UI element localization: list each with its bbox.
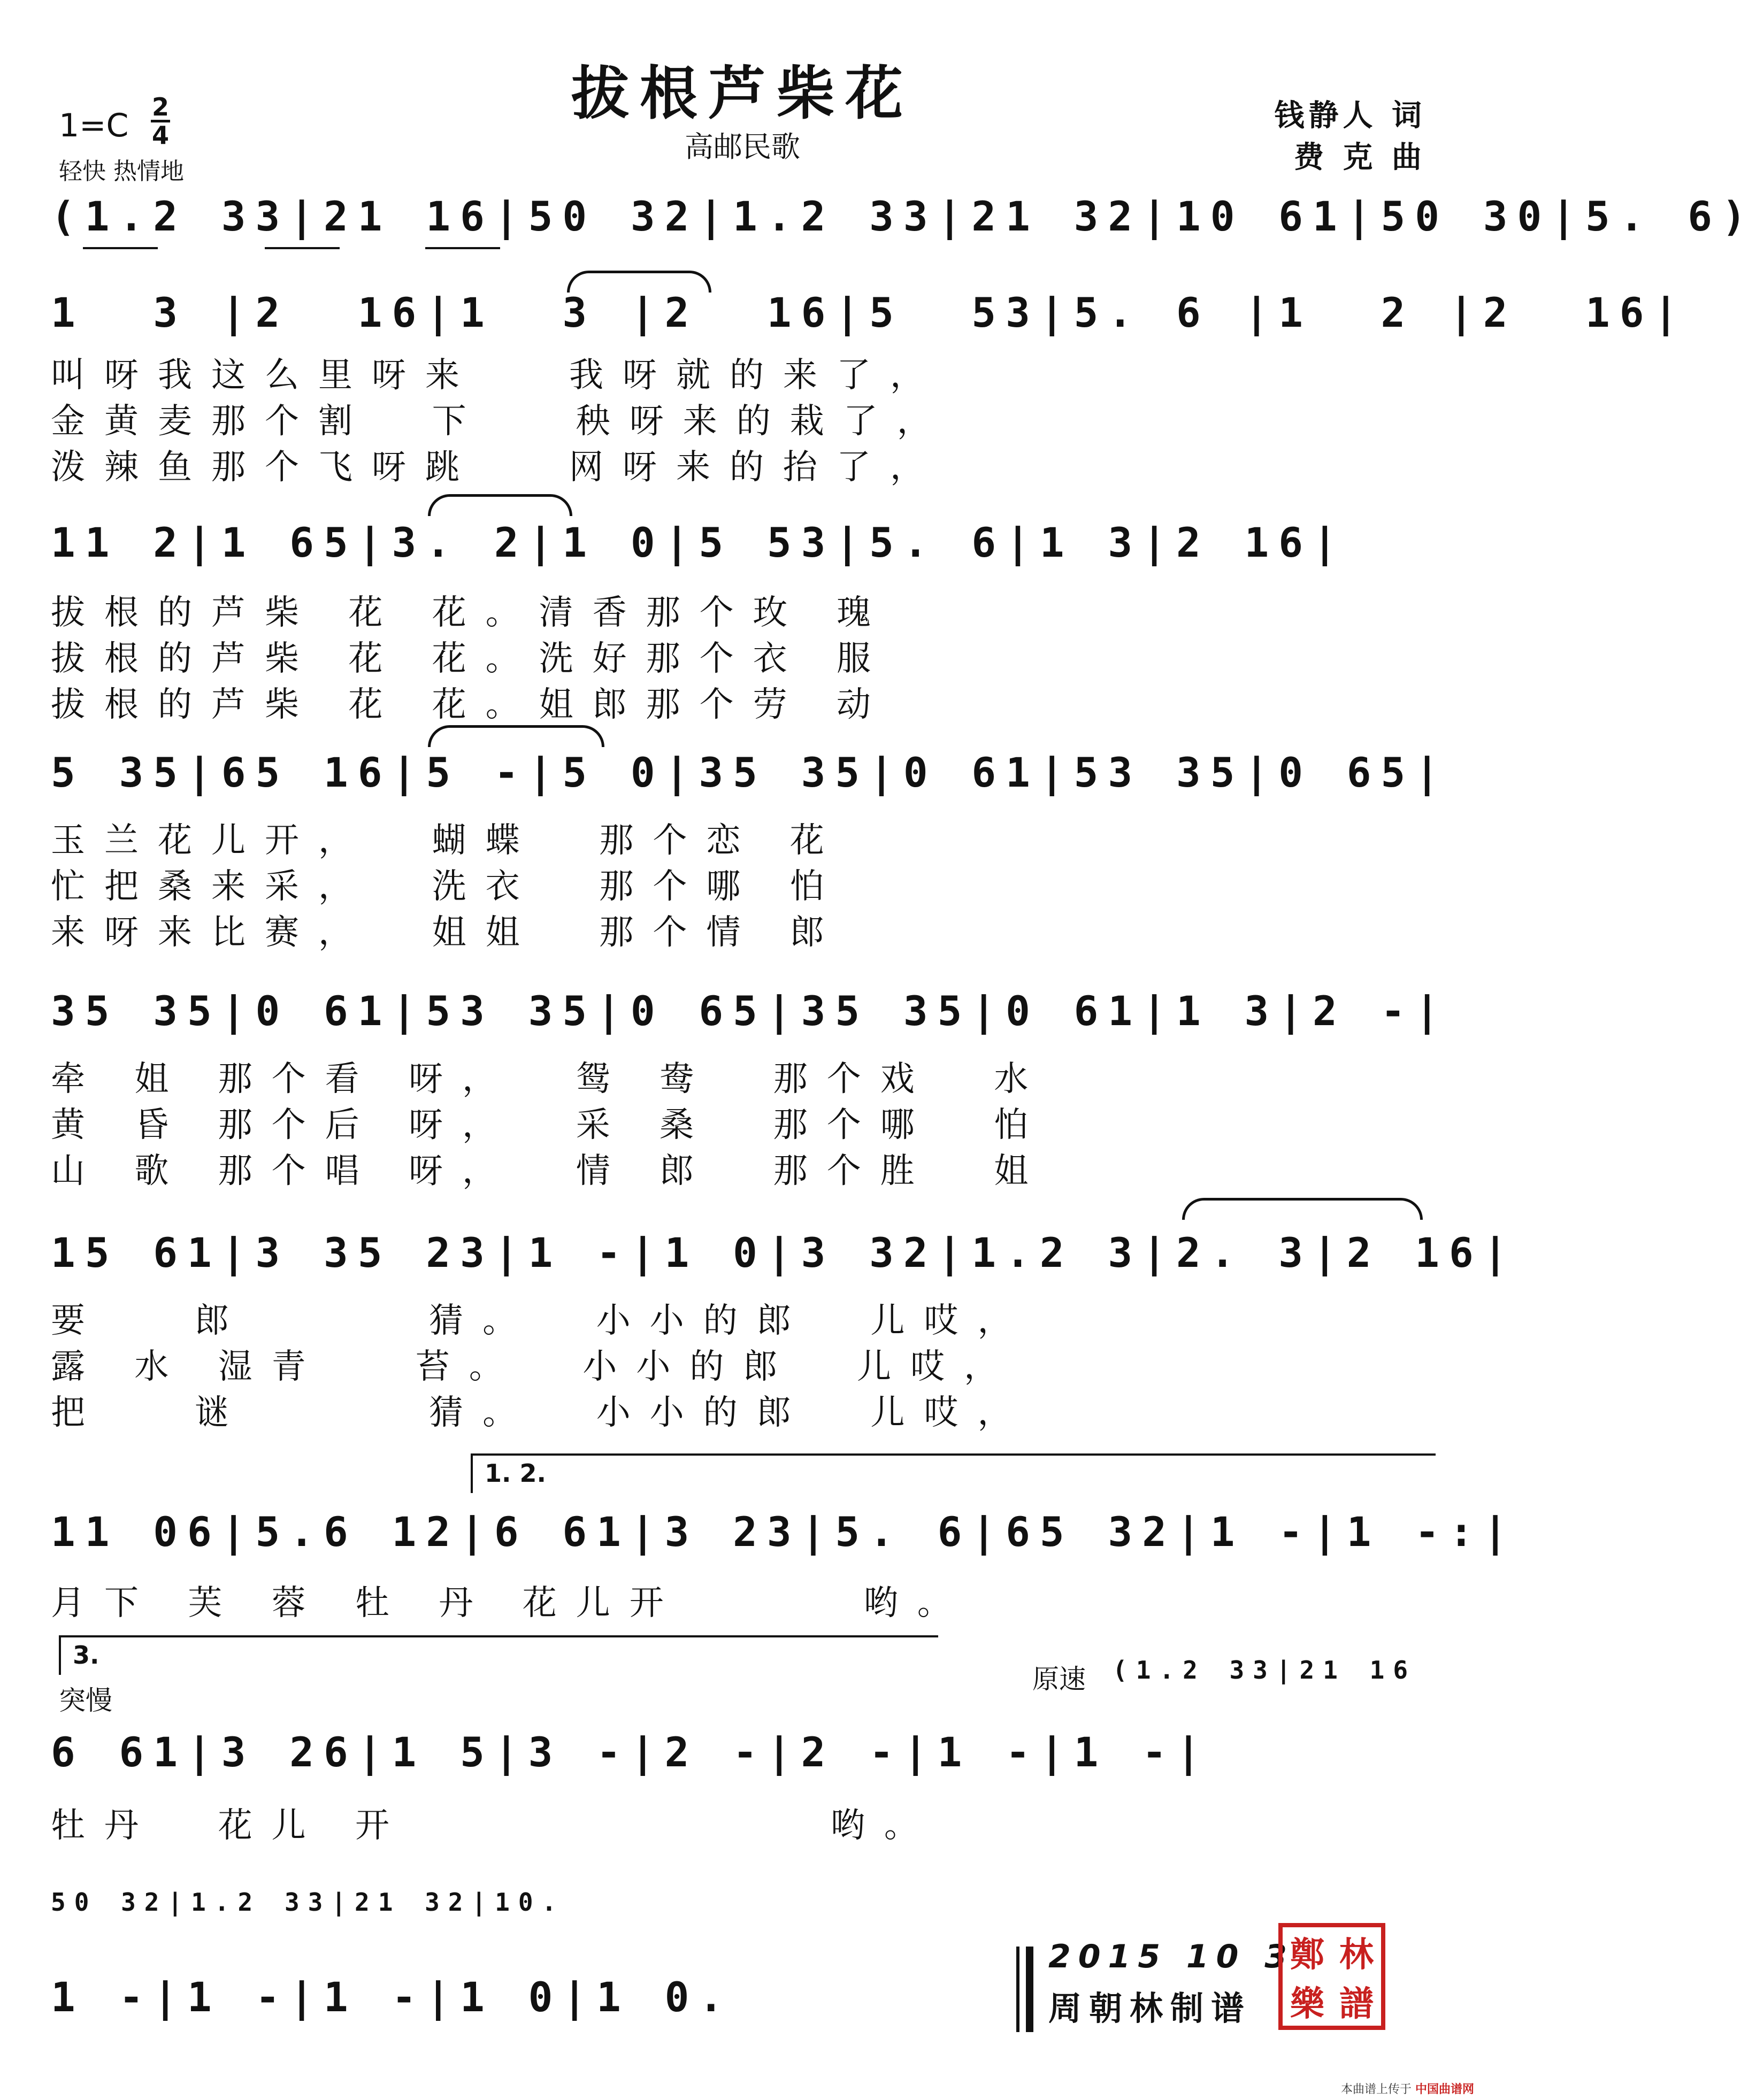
- lyrics-line-8: 牡丹 花儿 开 哟。: [51, 1806, 938, 1845]
- tempo-marking: 轻快 热情地: [59, 158, 184, 185]
- score-line-5: 35 35|0 61|53 35|0 65|35 35|0 61|1 3|2 -|: [51, 987, 1449, 1035]
- lyrics-line-5-verse-2: 黄 昏 那个后 呀， 采 桑 那个哪 怕: [51, 1105, 1048, 1145]
- seal-char: 林: [1339, 1935, 1374, 1975]
- volta-bracket-1-2: [471, 1453, 1436, 1493]
- volta-label: 1. 2.: [485, 1459, 546, 1488]
- lyrics-line-7: 月下 芙 蓉 牡 丹 花儿开 哟。: [51, 1583, 971, 1623]
- song-origin: 高邮民歌: [685, 130, 800, 164]
- lyricist-credit: 钱静人 词: [1274, 98, 1426, 133]
- score-line-7: 11 06|5.6 12|6 61|3 23|5. 6|65 32|1 -|1 -:|: [51, 1508, 1517, 1556]
- slur: [1182, 1198, 1423, 1220]
- score-line-6: 15 61|3 35 23|1 -|1 0|3 32|1.2 3|2. 3|2 16|: [51, 1229, 1517, 1276]
- lyrics-line-4-verse-1: 玉兰花儿开， 蝴蝶 那个恋 花: [51, 821, 844, 860]
- lyrics-line-6-verse-2: 露 水 湿青 苔。 小小的郎 儿哎，: [51, 1347, 1018, 1387]
- score-line-2: 1 3 |2 16|1 3 |2 16|5 53|5. 6 |1 2 |2 16|: [51, 289, 1688, 336]
- song-title: 拔根芦柴花: [571, 60, 914, 127]
- lyrics-line-5-verse-1: 牵 姐 那个看 呀， 鸳 鸯 那个戏 水: [51, 1059, 1048, 1099]
- transcriber-credit: 周朝林制谱: [1048, 1989, 1252, 2028]
- tempo-return-notes: (1.2 33|21 16: [1113, 1656, 1417, 1684]
- upload-note: 本曲谱上传于: [1340, 2083, 1412, 2096]
- seal-stamp: [1278, 1923, 1385, 2030]
- score-line-9-upper: 50 32|1.2 33|21 32|10.: [51, 1888, 565, 1917]
- score-line-1: (1.2 33|21 16|50 32|1.2 33|21 32|10 61|50 30|5. 6): [51, 193, 1756, 240]
- final-barline: [1016, 1947, 1019, 2032]
- time-signature: [151, 94, 170, 148]
- tempo-return-marking: 原速: [1032, 1664, 1086, 1695]
- expression-marking: 突慢: [59, 1685, 112, 1716]
- score-line-4: 5 35|65 16|5 -|5 0|35 35|0 61|53 35|0 65|: [51, 749, 1449, 796]
- seal-char: 鄭: [1290, 1935, 1324, 1975]
- score-line-9-lower: 1 -|1 -|1 -|1 0|1 0.: [51, 1973, 733, 2021]
- lyrics-line-3-verse-3: 拔根的芦柴 花 花。姐郎那个劳 动: [51, 685, 891, 725]
- key-signature: 1=C: [59, 107, 129, 144]
- lyrics-line-6-verse-1: 要 郎 猜。 小小的郎 儿哎，: [51, 1301, 1031, 1341]
- seal-char: 譜: [1339, 1984, 1374, 2024]
- volta-label: 3.: [73, 1641, 99, 1670]
- meter-bottom: 4: [151, 121, 169, 150]
- score-line-8: 6 61|3 26|1 5|3 -|2 -|2 -|1 -|1 -|: [51, 1728, 1210, 1776]
- composer-credit: 费 克 曲: [1294, 140, 1426, 175]
- lyrics-line-4-verse-3: 来呀来比赛， 姐姐 那个情 郎: [51, 913, 844, 952]
- lyrics-line-3-verse-2: 拔根的芦柴 花 花。洗好那个衣 服: [51, 639, 891, 679]
- lyrics-line-2-verse-3: 泼辣鱼那个飞呀跳 网呀来的抬了，: [51, 448, 944, 487]
- slur: [428, 725, 604, 747]
- upload-credit: [1341, 2080, 1474, 2097]
- upload-site: 中国曲谱网: [1415, 2083, 1474, 2096]
- score-line-3: 11 2|1 65|3. 2|1 0|5 53|5. 6|1 3|2 16|: [51, 519, 1347, 566]
- lyrics-line-3-verse-1: 拔根的芦柴 花 花。清香那个玫 瑰: [51, 593, 891, 633]
- volta-bracket-3: [59, 1635, 938, 1675]
- lyrics-line-5-verse-3: 山 歌 那个唱 呀， 情 郎 那个胜 姐: [51, 1151, 1048, 1191]
- lyrics-line-4-verse-2: 忙把桑来采， 洗衣 那个哪 怕: [51, 867, 844, 906]
- final-barline-thick: [1026, 1947, 1033, 2032]
- meter-top: 2: [151, 93, 169, 121]
- slur: [428, 494, 572, 516]
- lyrics-line-2-verse-2: 金黄麦那个割 下 秧呀来的栽了，: [51, 402, 950, 441]
- transcription-date: 2015 10 3: [1048, 1938, 1295, 1975]
- lyrics-line-6-verse-3: 把 谜 猜。 小小的郎 儿哎，: [51, 1393, 1031, 1433]
- lyrics-line-2-verse-1: 叫呀我这么里呀来 我呀就的来了，: [51, 356, 944, 395]
- seal-char: 樂: [1290, 1984, 1324, 2024]
